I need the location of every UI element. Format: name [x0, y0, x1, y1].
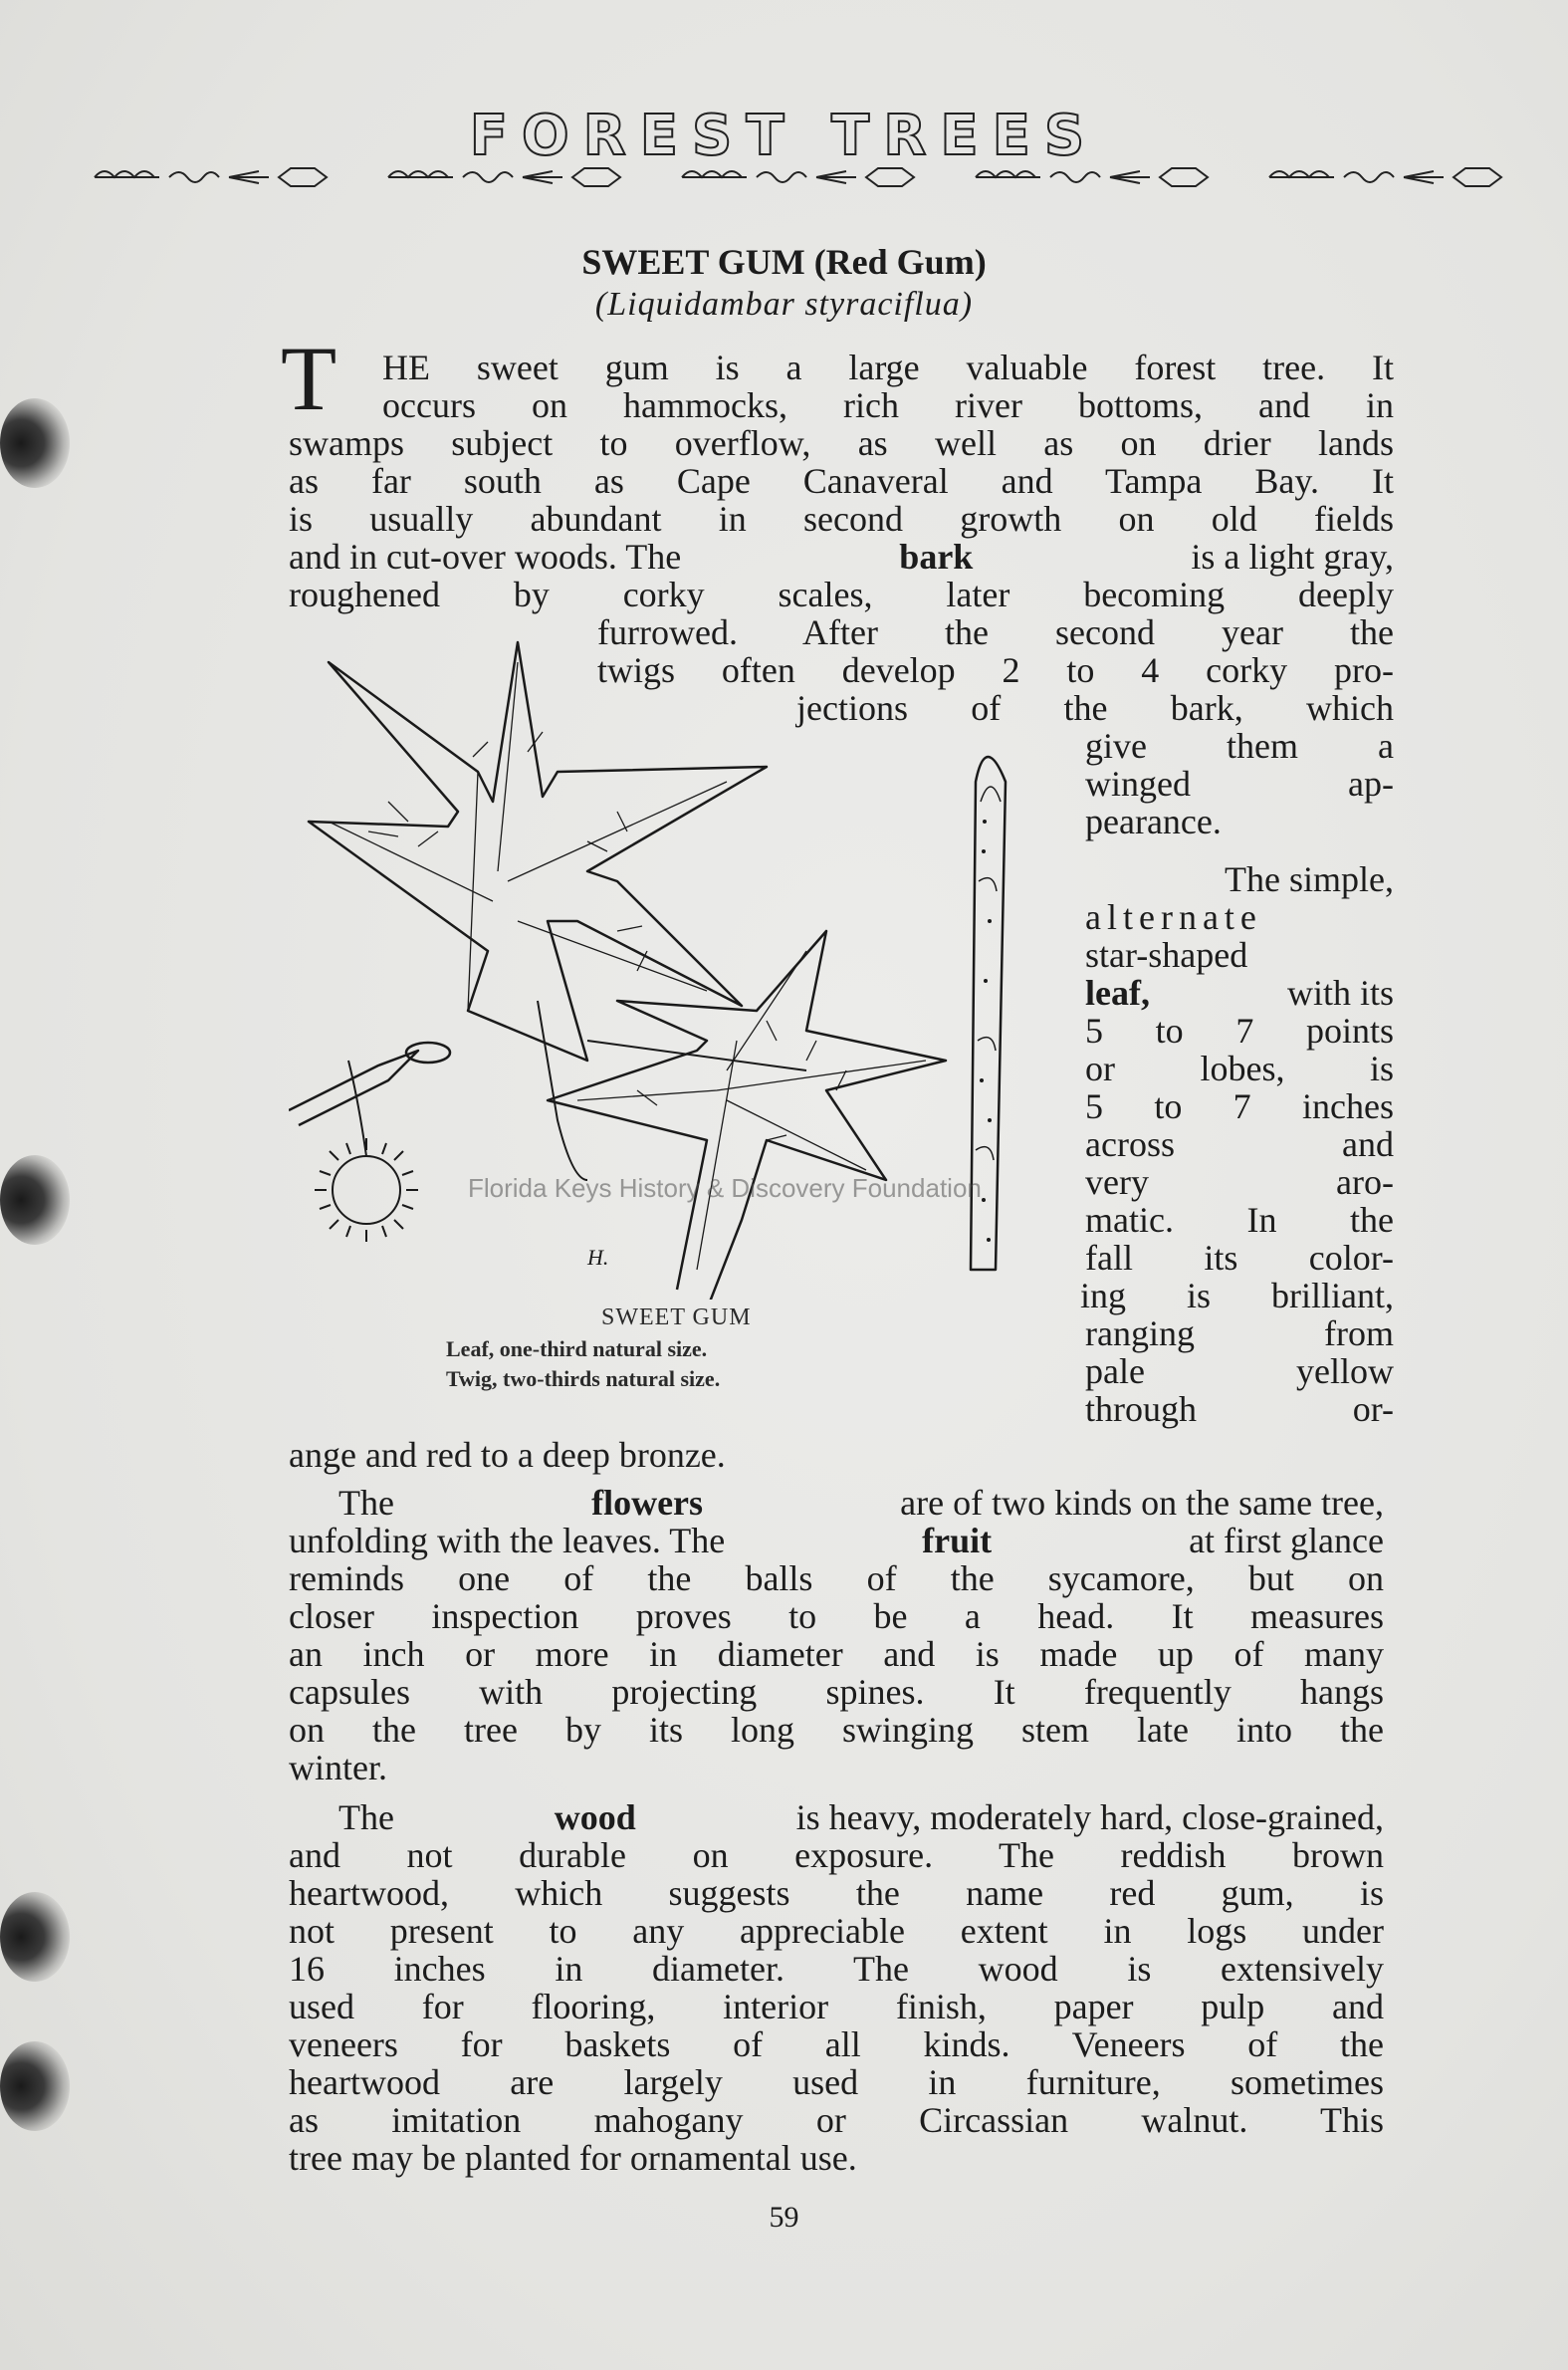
text-line: on the tree by its long swinging stem late into the [289, 1710, 1384, 1750]
text-run: is heavy, moderately hard, close-grained, [795, 1797, 1384, 1837]
fruit-ball [333, 1156, 400, 1224]
text-line: veneers for baskets of all kinds. Veneers of the [289, 2024, 1384, 2064]
text-line: ange and red to a deep bronze. [289, 1435, 726, 1475]
text-line: very aro- [1085, 1162, 1394, 1202]
text-line: pale yellow [1085, 1351, 1394, 1391]
text-line: capsules with projecting spines. It frequently hangs [289, 1672, 1384, 1712]
text-line: twigs often develop 2 to 4 corky pro- [597, 650, 1394, 690]
text-line: not present to any appreciable extent in logs under [289, 1911, 1384, 1951]
figure-caption-title: SWEET GUM [601, 1304, 752, 1330]
text-line: give them a [1085, 726, 1394, 766]
binding-hole [0, 1892, 70, 1982]
text-line: heartwood, which suggests the name red gum, is [289, 1873, 1384, 1913]
text-line: star-shaped [1085, 935, 1248, 975]
text-run: with its [1286, 973, 1394, 1013]
text-line: 5 to 7 inches [1085, 1086, 1394, 1126]
page-number: 59 [769, 2201, 799, 2234]
text-line: HE sweet gum is a large valuable forest tree. It [382, 348, 1394, 387]
drop-cap: T [281, 328, 337, 429]
text-line: occurs on hammocks, rich river bottoms, and in [382, 385, 1394, 425]
bold-term: wood [554, 1797, 636, 1837]
text-line: roughened by corky scales, later becoming deeply [289, 575, 1394, 614]
watermark: Florida Keys History & Discovery Foundation [468, 1173, 982, 1203]
running-header: FOREST TREES [469, 104, 1099, 168]
leaf-upper [309, 642, 767, 1061]
text-line [1085, 974, 1394, 1012]
binding-hole [0, 1155, 70, 1245]
text-line: alternate [1085, 897, 1262, 937]
figure-caption-leaf: Leaf, one-third natural size. [446, 1336, 708, 1361]
text-line: used for flooring, interior finish, paper pulp and [289, 1987, 1384, 2026]
text-line: heartwood are largely used in furniture, sometimes [289, 2062, 1384, 2102]
text-line: swamps subject to overflow, as well as on drier lands [289, 423, 1394, 463]
text-run: unfolding with the leaves. The [289, 1521, 726, 1560]
text-line: is usually abundant in second growth on old fields [289, 499, 1394, 539]
text-line [338, 1484, 1384, 1522]
text-line: fall its color- [1085, 1238, 1394, 1278]
text-line: as imitation mahogany or Circassian walnut. This [289, 2100, 1384, 2140]
text-line: 5 to 7 points [1085, 1011, 1394, 1051]
text-line: winged ap- [1085, 764, 1394, 804]
text-line [289, 538, 1394, 576]
text-line: or lobes, is [1085, 1049, 1394, 1088]
decorative-border [90, 157, 1553, 197]
text-line: ranging from [1085, 1313, 1394, 1353]
text-line [289, 1522, 1384, 1559]
text-line: furrowed. After the second year the [597, 612, 1394, 652]
text-line: closer inspection proves to be a head. It measures [289, 1596, 1384, 1636]
binding-hole [0, 398, 70, 488]
text-line: pearance. [1085, 802, 1222, 841]
text-line: and not durable on exposure. The reddish brown [289, 1835, 1384, 1875]
text-line: jections of the bark, which [796, 688, 1394, 728]
artist-mark: H. [587, 1245, 609, 1270]
bold-term: bark [899, 537, 974, 577]
text-line: across and [1085, 1124, 1394, 1164]
text-line: 16 inches in diameter. The wood is extensively [289, 1949, 1384, 1989]
text-run: is a light gray, [1191, 537, 1394, 577]
text-line: as far south as Cape Canaveral and Tampa Bay. It [289, 461, 1394, 501]
bold-term: leaf, [1085, 973, 1150, 1013]
figure-caption-twig: Twig, two-thirds natural size. [446, 1366, 721, 1391]
text-run: are of two kinds on the same tree, [900, 1483, 1384, 1523]
text-line: matic. In the [1085, 1200, 1394, 1240]
text-line: through or- [1085, 1389, 1394, 1429]
text-line: an inch or more in diameter and is made up of many [289, 1634, 1384, 1674]
bold-term: flowers [591, 1483, 704, 1523]
text-line: The simple, [1225, 859, 1394, 899]
text-line: tree may be planted for ornamental use. [289, 2138, 857, 2178]
text-line: reminds one of the balls of the sycamore, but on [289, 1558, 1384, 1598]
text-run: and in cut-over woods. The [289, 537, 682, 577]
bold-term: fruit [922, 1521, 993, 1560]
text-line: ing is brilliant, [1080, 1276, 1394, 1315]
article-title: SWEET GUM (Red Gum) [581, 242, 987, 282]
binding-hole [0, 2041, 70, 2131]
text-run: at first glance [1189, 1521, 1384, 1560]
text-run: The [338, 1797, 394, 1837]
text-line [338, 1798, 1384, 1836]
text-line: winter. [289, 1748, 387, 1787]
text-run: The [338, 1483, 394, 1523]
scientific-name: (Liquidambar styraciflua) [594, 286, 974, 323]
